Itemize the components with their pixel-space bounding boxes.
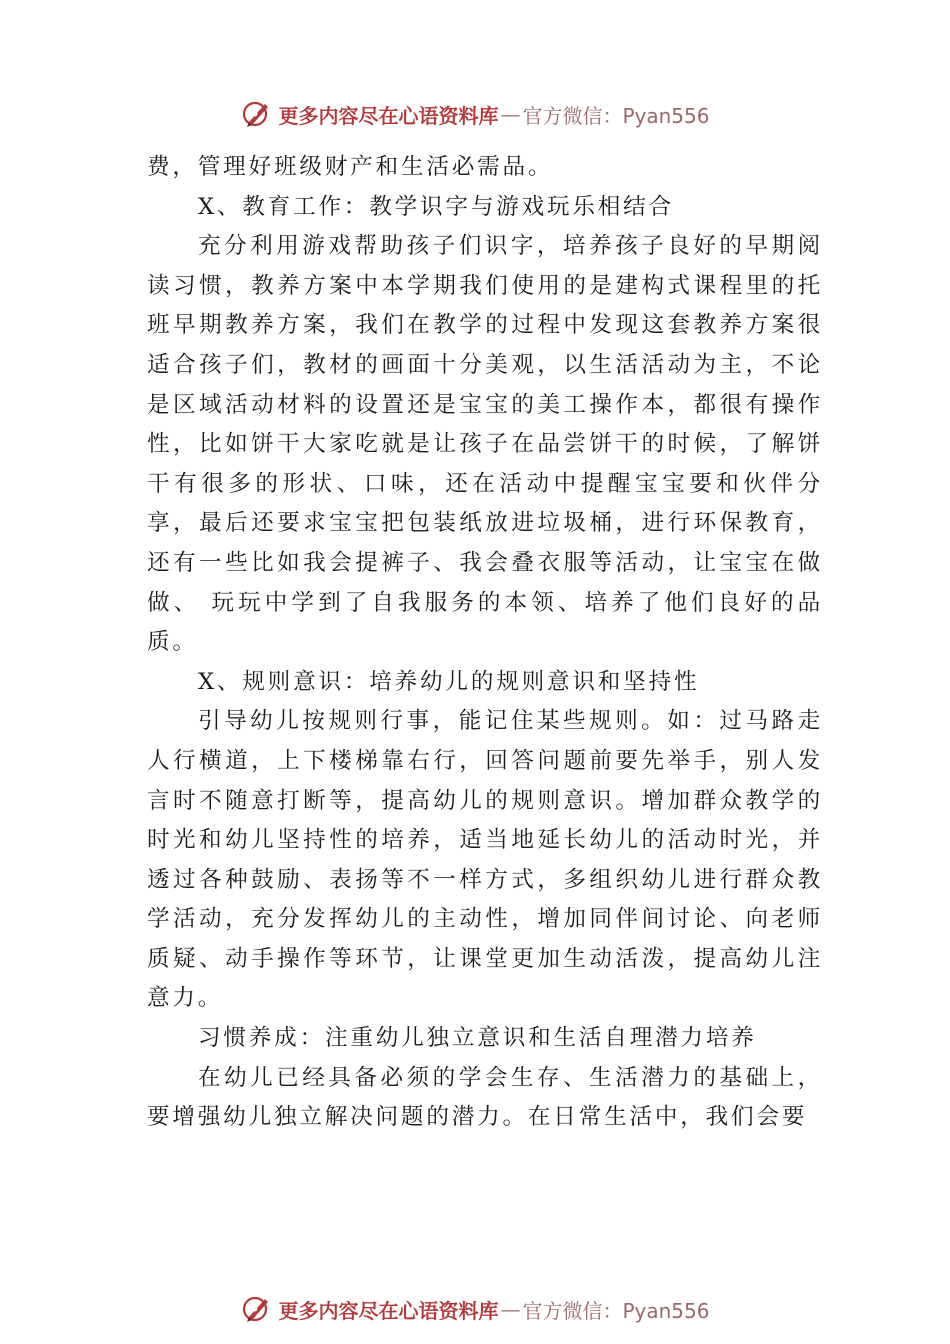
paragraph-education: 充分利用游戏帮助孩子们识字，培养孩子良好的早期阅读习惯，教养方案中本学期我们使用的是建构式课程里的托班早期教养方案，我们在教学的过程中发现这套教养方案很适合孩子们，教材的画面十分美观，以生活活动为主，不论是区域活动材料的设置还是宝宝的美工操作本，都很有操作性，比如饼干大家吃就是让孩子在品尝饼干的时候，了解饼干有很多的形状、口味，还在活动中提醒宝宝要和伙伴分享，最后还要求宝宝把包装纸放进垃圾桶，进行环保教育，还有一些比如我会提裤子、我会叠衣服等活动，让宝宝在做做、 玩玩中学到了自我服务的本领、培养了他们良好的品质。 (147, 233, 823, 656)
header-watermark (0, 92, 950, 136)
watermark-separator: — (500, 1297, 521, 1321)
footer-watermark (0, 1287, 950, 1331)
pen-logo-icon (240, 97, 274, 131)
paragraph-rules: 引导幼儿按规则行事，能记住某些规则。如：过马路走人行横道，上下楼梯靠右行，回答问题前要先举手，别人发言时不随意打断等，提高幼儿的规则意识。增加群众教学的时光和幼儿坚持性的培养，适当地延长幼儿的活动时光，并透过各种鼓励、表扬等不一样方式，多组织幼儿进行群众教学活动，充分发挥幼儿的主动性，增加同伴间讨论、向老师质疑、动手操作等环节，让课堂更加生动活泼，提高幼儿注意力。 (147, 708, 823, 1012)
document-body (147, 148, 823, 1138)
watermark-wechat: 官方微信：Pyan556 (522, 103, 710, 128)
section-heading-education: X、教育工作：教学识字与游戏玩乐相结合 (198, 193, 674, 220)
watermark-separator: — (500, 102, 521, 126)
paragraph-continuation: 费，管理好班级财产和生活必需品。 (147, 154, 554, 180)
section-heading-rules: X、规则意识：培养幼儿的规则意识和坚持性 (198, 668, 700, 695)
watermark-wechat: 官方微信：Pyan556 (522, 1298, 710, 1323)
paragraph-habits: 在幼儿已经具备必须的学会生存、生活潜力的基础上，要增强幼儿独立解决问题的潜力。在日常生活中，我们会要 (147, 1064, 823, 1131)
watermark-name: 更多内容尽在心语资料库 (278, 1298, 499, 1323)
pen-logo-icon (240, 1292, 274, 1326)
watermark-name: 更多内容尽在心语资料库 (278, 103, 499, 128)
section-heading-habits: 习惯养成：注重幼儿独立意识和生活自理潜力培养 (198, 1025, 757, 1052)
